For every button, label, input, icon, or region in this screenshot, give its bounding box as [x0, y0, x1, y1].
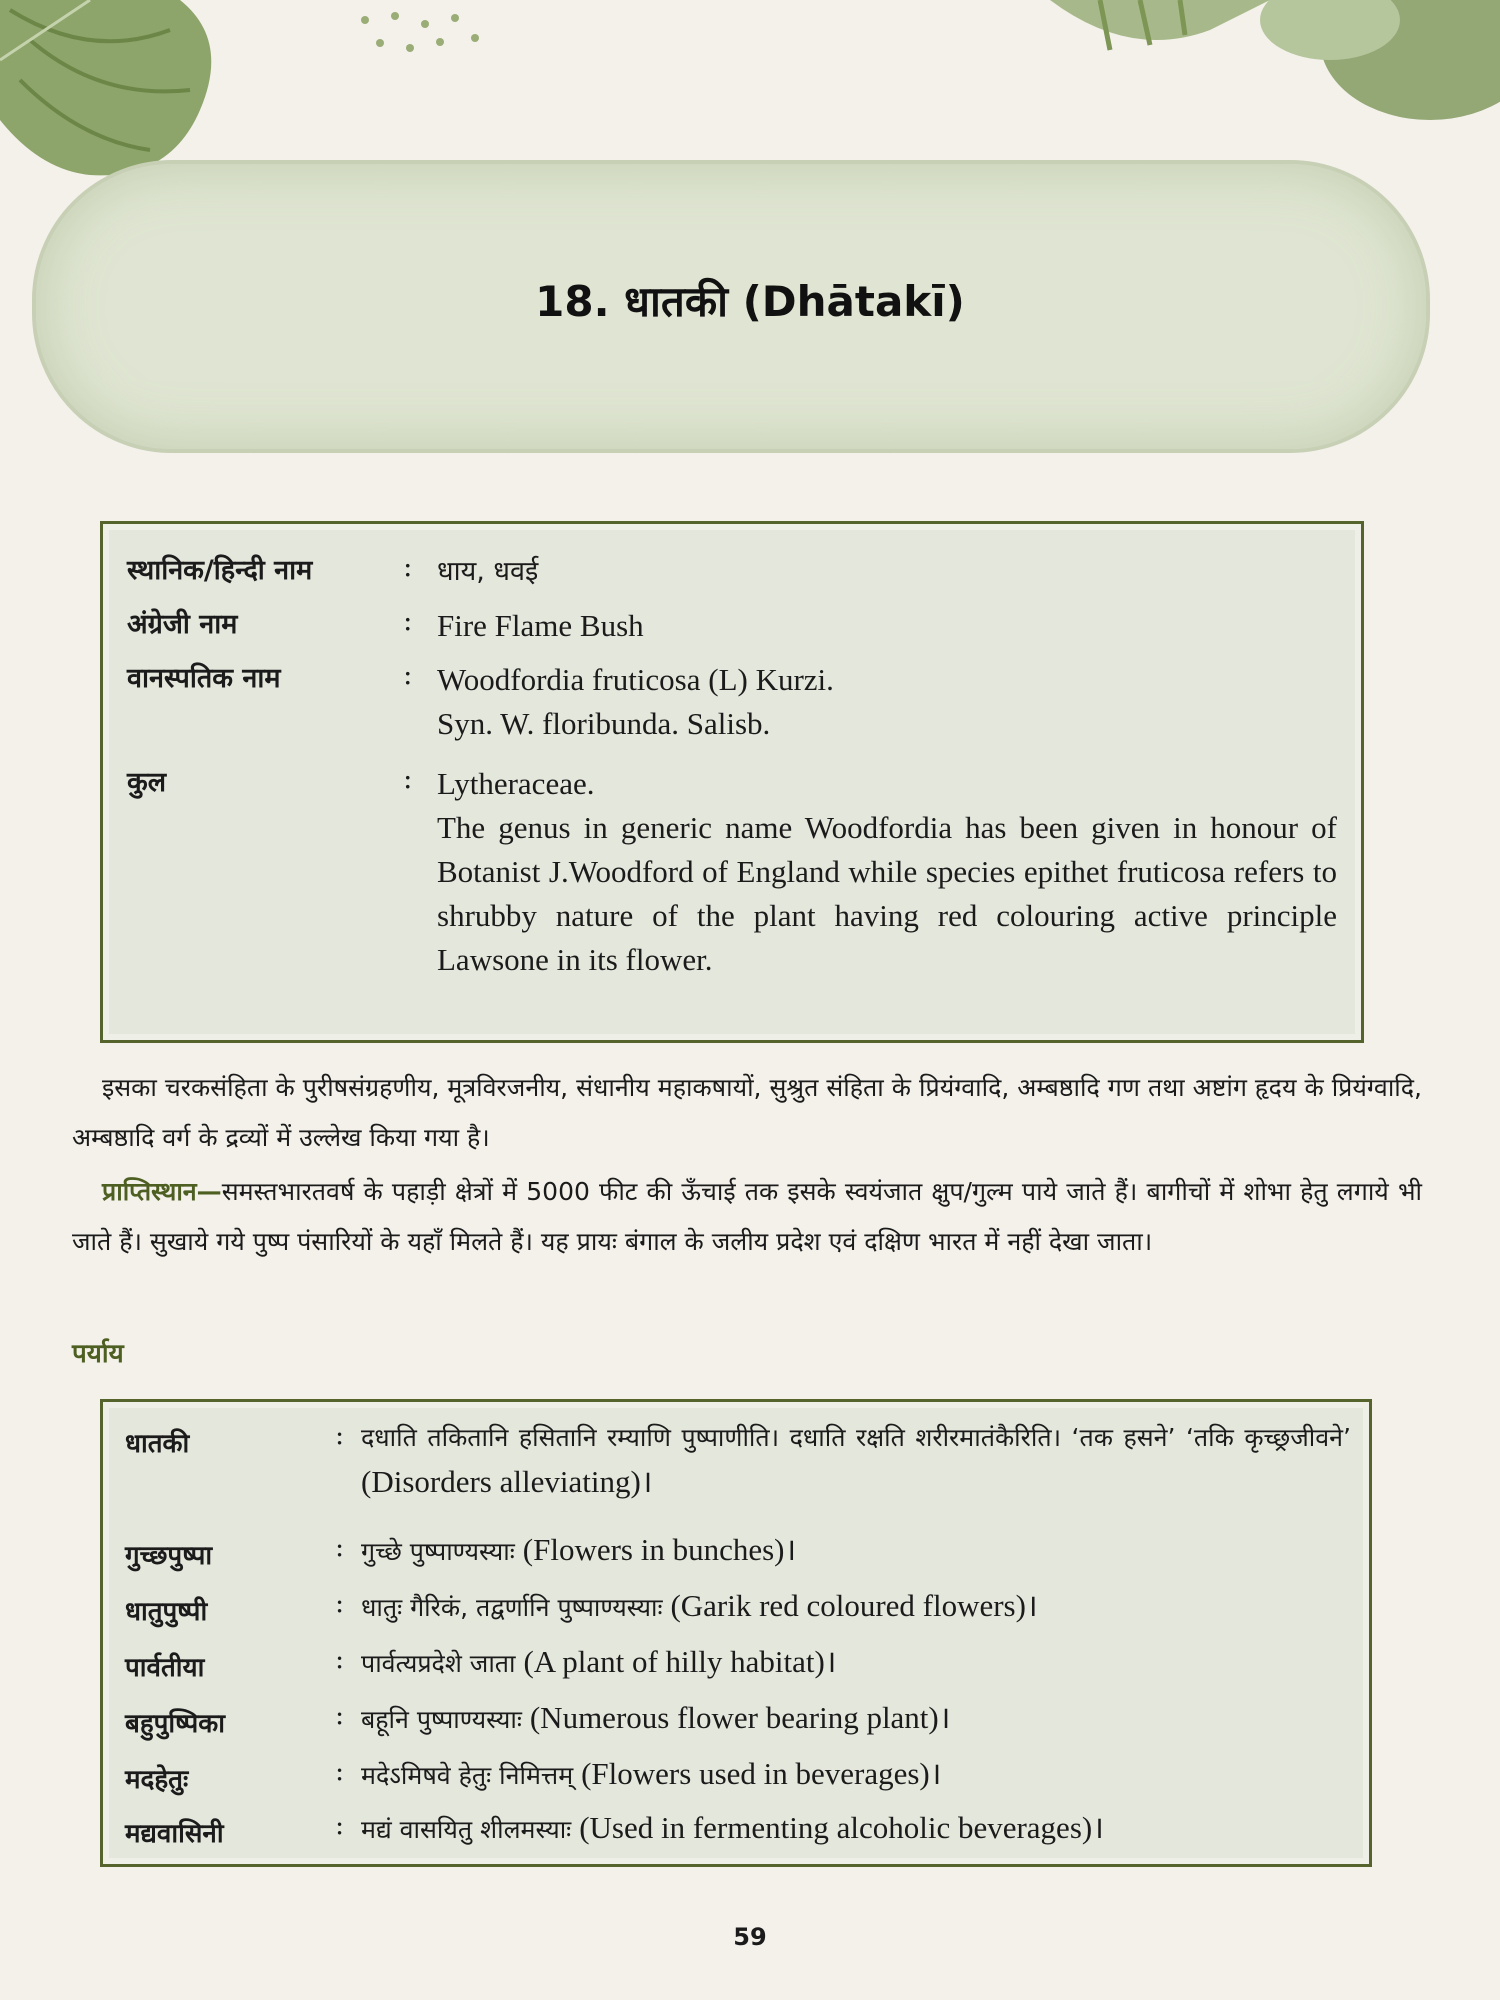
info-colon: : [403, 658, 413, 691]
synonym-key: धातकी [125, 1429, 190, 1459]
synonym-colon: : [335, 1810, 345, 1841]
info-value [437, 762, 1337, 982]
botanical-name: Woodfordia fruticosa (L) Kurzi. [437, 662, 834, 697]
synonym-key: पार्वतीया [125, 1653, 205, 1683]
leaf-decoration-top-right-icon [950, 0, 1500, 170]
synonym-key: गुच्छपुष्पा [125, 1541, 213, 1571]
info-key: वानस्पतिक नाम [127, 663, 281, 694]
plant-info-box [100, 521, 1364, 1043]
synonym-colon: : [335, 1700, 345, 1731]
info-value: धाय, धवई [437, 556, 539, 587]
info-value: Fire Flame Bush [437, 608, 644, 643]
synonym-sanskrit: मद्यं वासयितु शीलमस्याः [361, 1815, 572, 1844]
info-colon: : [403, 604, 413, 637]
page-title: 18. धातकी (Dhātakī) [535, 277, 965, 326]
synonym-value [361, 1640, 1351, 1686]
info-colon: : [403, 550, 413, 583]
info-colon: : [403, 762, 413, 795]
synonym-colon: : [335, 1756, 345, 1787]
info-key: अंग्रेजी नाम [127, 609, 238, 640]
synonym-english: (Disorders alleviating)। [361, 1464, 653, 1499]
synonym-key: बहुपुष्पिका [125, 1709, 225, 1739]
synonym-value [361, 1752, 1351, 1798]
info-key: कुल [127, 767, 167, 798]
habitat-heading: प्राप्तिस्थान— [102, 1177, 222, 1206]
classical-references-paragraph [72, 1063, 1422, 1163]
synonyms-box [100, 1399, 1372, 1867]
paragraph-text: इसका चरकसंहिता के पुरीषसंग्रहणीय, मूत्रविरजनीय, संधानीय महाकषायों, सुश्रुत संहिता के प्रियंग्वादि, अम्बष्ठादि गण तथा अष्टांग हृदय के प्रियंग्वादि, अम्बष्ठादि वर्ग के द्रव्यों में उल्लेख किया गया है। [72, 1073, 1422, 1152]
synonym-sanskrit: मदेऽमिषवे हेतुः निमित्तम् [361, 1761, 574, 1790]
synonym-key: मदहेतुः [125, 1765, 189, 1795]
botanical-synonym: Syn. W. floribunda. Salisb. [437, 706, 771, 741]
synonym-english: (Numerous flower bearing plant)। [529, 1700, 951, 1735]
info-key: स्थानिक/हिन्दी नाम [127, 555, 313, 586]
paragraph-text: समस्तभारतवर्ष के पहाड़ी क्षेत्रों में 5000 फीट की ऊँचाई तक इसके स्वयंजात क्षुप/गुल्म पाये जाते हैं। बागीचों में शोभा हेतु लगाये भी जाते हैं। सुखाये गये पुष्प पंसारियों के यहाँ मिलते हैं। यह प्रायः बंगाल के जलीय प्रदेश एवं दक्षिण भारत में नहीं देखा जाता। [72, 1177, 1422, 1256]
synonym-english: (Used in fermenting alcoholic beverages)। [579, 1810, 1104, 1845]
synonym-colon: : [335, 1644, 345, 1675]
synonym-value [361, 1806, 1351, 1852]
info-value [437, 658, 1337, 746]
synonym-key: धातुपुष्पी [125, 1597, 208, 1627]
synonym-english: (Garik red coloured flowers)। [670, 1588, 1038, 1623]
synonym-english: (Flowers used in beverages)। [581, 1756, 942, 1791]
dots-decoration-icon [355, 8, 495, 68]
synonym-english: (Flowers in bunches)। [522, 1532, 797, 1567]
synonym-sanskrit: गुच्छे पुष्पाण्यस्याः [361, 1537, 515, 1566]
synonyms-heading: पर्याय [72, 1339, 124, 1369]
synonym-colon: : [335, 1420, 345, 1451]
synonym-value [361, 1584, 1351, 1630]
synonym-sanskrit: धातुः गैरिकं, तद्वर्णानि पुष्पाण्यस्याः [361, 1593, 663, 1622]
page-number: 59 [733, 1923, 767, 1951]
synonym-colon: : [335, 1588, 345, 1619]
synonym-colon: : [335, 1532, 345, 1563]
synonym-english: (A plant of hilly habitat)। [523, 1644, 837, 1679]
family-name: Lytheraceae. [437, 766, 595, 801]
synonym-value [361, 1416, 1351, 1506]
synonym-value [361, 1528, 1351, 1574]
synonym-value [361, 1696, 1351, 1742]
synonym-key: मद्यवासिनी [125, 1819, 224, 1849]
synonym-sanskrit: दधाति तकितानि हसितानि रम्याणि पुष्पाणीति। दधाति रक्षति शरीरमातंकैरिति। ‘तक हसने’ ‘तकि कृच्छ्रजीवने’ [361, 1423, 1351, 1452]
genus-note: The genus in generic name Woodfordia has been given in honour of Botanist J.Woodford of England while species epithet fruticosa refers to shrubby nature of the plant having red colouring active principle Lawsone in its flower. [437, 810, 1337, 977]
habitat-paragraph [72, 1167, 1422, 1267]
synonym-sanskrit: बहूनि पुष्पाण्यस्याः [361, 1705, 522, 1734]
synonym-sanskrit: पार्वत्यप्रदेशे जाता [361, 1649, 516, 1678]
